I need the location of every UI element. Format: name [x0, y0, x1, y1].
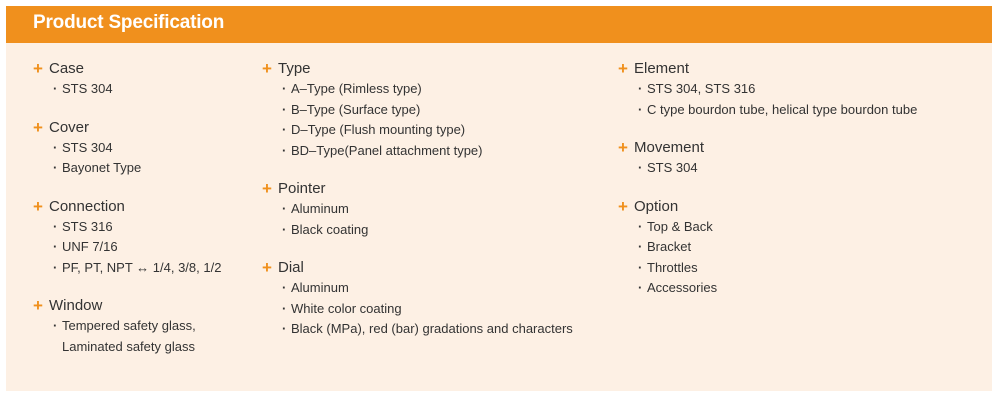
- page-title: Product Specification: [33, 12, 225, 33]
- section-title: Cover: [49, 118, 90, 136]
- item-list: [618, 217, 917, 299]
- section-pointer: [262, 179, 573, 240]
- list-item: · STS 304: [53, 79, 221, 100]
- section-title: Case: [49, 60, 85, 77]
- list-item: · Throttles: [638, 258, 917, 279]
- plus-icon: +: [33, 296, 43, 315]
- item-list: [33, 217, 221, 279]
- list-item: · STS 316: [53, 217, 221, 238]
- list-item: · BD–Type(Panel attachment type): [282, 141, 573, 162]
- plus-icon: +: [33, 59, 43, 78]
- list-item: · UNF 7/16: [53, 237, 221, 258]
- item-list: [33, 79, 221, 100]
- section-connection: [33, 197, 221, 279]
- spec-column-1: [33, 59, 221, 375]
- list-item: · D–Type (Flush mounting type): [282, 120, 573, 141]
- plus-icon: +: [618, 138, 628, 157]
- spec-panel: [6, 6, 992, 391]
- header-bar: [6, 6, 992, 43]
- spec-column-3: [618, 59, 917, 317]
- list-item: · Accessories: [638, 278, 917, 299]
- list-item: · Bracket: [638, 237, 917, 258]
- item-list: [33, 316, 221, 357]
- list-item: · STS 304: [638, 158, 917, 179]
- list-item: · Aluminum: [282, 278, 573, 299]
- section-title: Pointer: [278, 180, 326, 197]
- plus-icon: +: [262, 59, 272, 78]
- list-item: · STS 304: [53, 138, 221, 159]
- list-item: · Tempered safety glass,: [53, 316, 221, 337]
- item-list: [262, 79, 573, 161]
- item-list: [618, 158, 917, 179]
- list-item: · Black coating: [282, 220, 573, 241]
- spec-column-2: [262, 59, 573, 358]
- list-item: · B–Type (Surface type): [282, 100, 573, 121]
- plus-icon: +: [262, 179, 272, 198]
- plus-icon: +: [618, 59, 628, 78]
- section-title: Movement: [634, 139, 705, 156]
- section-element: [618, 59, 917, 120]
- list-item: · Black (MPa), red (bar) gradations and characters: [282, 319, 573, 340]
- section-movement: [618, 138, 917, 179]
- item-list: [618, 79, 917, 120]
- list-item: · Bayonet Type: [53, 158, 221, 179]
- list-item: · Top & Back: [638, 217, 917, 238]
- section-title: Window: [49, 297, 103, 314]
- section-type: [262, 59, 573, 161]
- list-item: · A–Type (Rimless type): [282, 79, 573, 100]
- section-cover: [33, 118, 221, 179]
- section-title: Type: [278, 60, 311, 77]
- list-item: · STS 304, STS 316: [638, 79, 917, 100]
- list-item: · White color coating: [282, 299, 573, 320]
- plus-icon: +: [33, 117, 43, 137]
- section-dial: [262, 258, 573, 340]
- section-title: Element: [634, 60, 690, 77]
- list-item: · PF, PT, NPT ↔ 1/4, 3/8, 1/2: [53, 258, 221, 279]
- section-title: Dial: [278, 259, 304, 276]
- plus-icon: +: [33, 196, 43, 216]
- plus-icon: +: [262, 258, 272, 277]
- section-title: Connection: [49, 197, 125, 215]
- section-window: [33, 296, 221, 357]
- list-item: · Aluminum: [282, 199, 573, 220]
- section-option: [618, 197, 917, 299]
- section-title: Option: [634, 197, 679, 215]
- section-case: [33, 59, 221, 100]
- item-list: [262, 199, 573, 240]
- item-list: [262, 278, 573, 340]
- item-list: [33, 138, 221, 179]
- plus-icon: +: [618, 196, 628, 216]
- list-item: · C type bourdon tube, helical type bourdon tube: [638, 100, 917, 121]
- list-item-continuation: Laminated safety glass: [62, 338, 195, 354]
